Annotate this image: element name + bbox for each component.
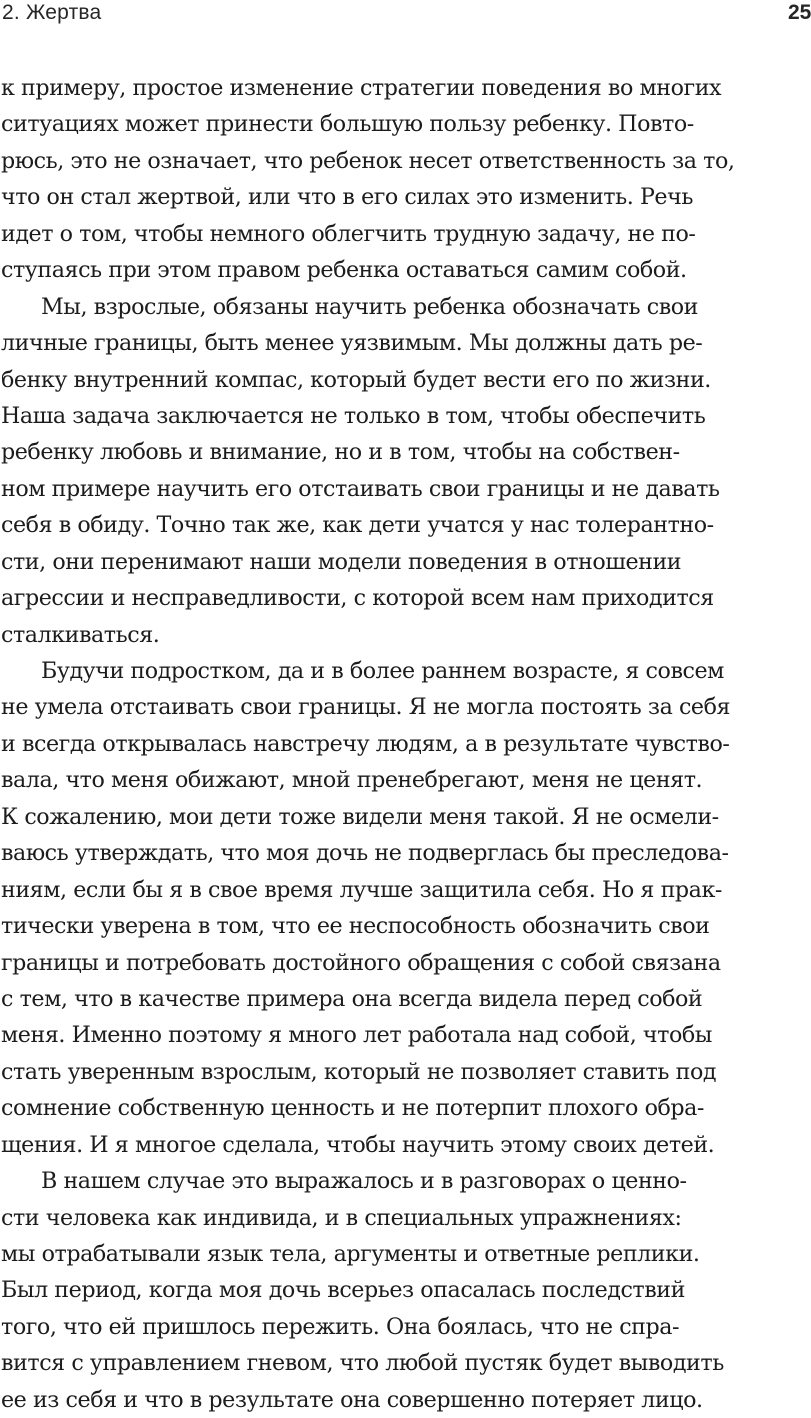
text-line: к примеру, простое изменение стратегии поведения во многих: [1, 75, 722, 101]
text-line: меня. Именно поэтому я много лет работала над собой, чтобы: [1, 1022, 712, 1049]
paragraph-first-line: В нашем случае это выражалось и в разговорах о ценно-: [41, 1168, 687, 1195]
text-line: границы и потребовать достойного обращения с собой связана: [1, 949, 721, 976]
body-text: [1, 70, 804, 1418]
text-line: с тем, что в качестве примера она всегда видела перед собой: [1, 985, 703, 1012]
text-line: тически уверена в том, что ее неспособность обозначить свои: [1, 913, 710, 940]
text-line: ситуациях может принести большую пользу ребенку. Повто-: [1, 111, 694, 138]
text-line: сталкиваться.: [1, 621, 160, 648]
paragraph-first-line: Будучи подростком, да и в более раннем возрасте, я совсем: [41, 658, 724, 684]
running-header: [0, 0, 811, 30]
text-line: себя в обиду. Точно так же, как дети учатся у нас толерантно-: [1, 512, 714, 539]
text-line: агрессии и несправедливости, с которой всем нам приходится: [1, 585, 714, 612]
text-line: сти человека как индивида, и в специальных упражнениях:: [1, 1204, 682, 1231]
page-number: 25: [788, 1, 811, 24]
text-line: сти, они перенимают наши модели поведения в отношении: [1, 548, 682, 575]
chapter-title: 2. Жертва: [2, 1, 102, 24]
text-line: ступаясь при этом правом ребенка оставаться самим собой.: [1, 257, 687, 284]
text-line: ном примере научить его отстаивать свои границы и не давать: [1, 475, 720, 502]
text-line: личные границы, быть менее уязвимым. Мы должны дать ре-: [1, 330, 703, 357]
paragraph-first-line: Мы, взрослые, обязаны научить ребенка обозначать свои: [41, 293, 698, 320]
text-line: не умела отстаивать свои границы. Я не могла постоять за себя: [1, 694, 731, 721]
text-line: и всегда открывалась навстречу людям, а в результате чувство-: [1, 730, 730, 757]
text-line: ее из себя и что в результате она совершенно потеряет лицо.: [1, 1386, 703, 1413]
text-line: идет о том, чтобы немного облегчить трудную задачу, не по-: [1, 220, 696, 247]
text-line: Был период, когда моя дочь всерьез опасалась последствий: [1, 1277, 685, 1304]
text-line: вала, что меня обижают, мной пренебрегают, меня не ценят.: [1, 767, 703, 794]
text-line: бенку внутренний компас, который будет вести его по жизни.: [1, 366, 711, 393]
text-line: сомнение собственную ценность и не потерпит плохого обра-: [1, 1095, 704, 1122]
text-line: что он стал жертвой, или что в его силах это изменить. Речь: [1, 184, 693, 211]
text-line: К сожалению, мои дети тоже видели меня такой. Я не осмели-: [1, 803, 719, 830]
text-line: ребенку любовь и внимание, но и в том, чтобы на собствен-: [1, 439, 680, 466]
text-line: того, что ей пришлось пережить. Она боялась, что не спра-: [1, 1313, 680, 1340]
text-line: рюсь, это не означает, что ребенок несет ответственность за то,: [1, 147, 735, 174]
text-line: стать уверенным взрослым, который не позволяет ставить под: [1, 1058, 717, 1085]
text-line: щения. И я многое сделала, чтобы научить этому своих детей.: [1, 1131, 715, 1158]
text-line: ниям, если бы я в свое время лучше защитила себя. Но я прак-: [1, 876, 722, 903]
text-line: Наша задача заключается не только в том, чтобы обеспечить: [1, 402, 706, 429]
text-line: мы отрабатывали язык тела, аргументы и ответные реплики.: [1, 1241, 700, 1267]
text-line: ваюсь утверждать, что моя дочь не подверглась бы преследова-: [1, 840, 729, 867]
text-line: вится с управлением гневом, что любой пустяк будет выводить: [1, 1350, 724, 1377]
